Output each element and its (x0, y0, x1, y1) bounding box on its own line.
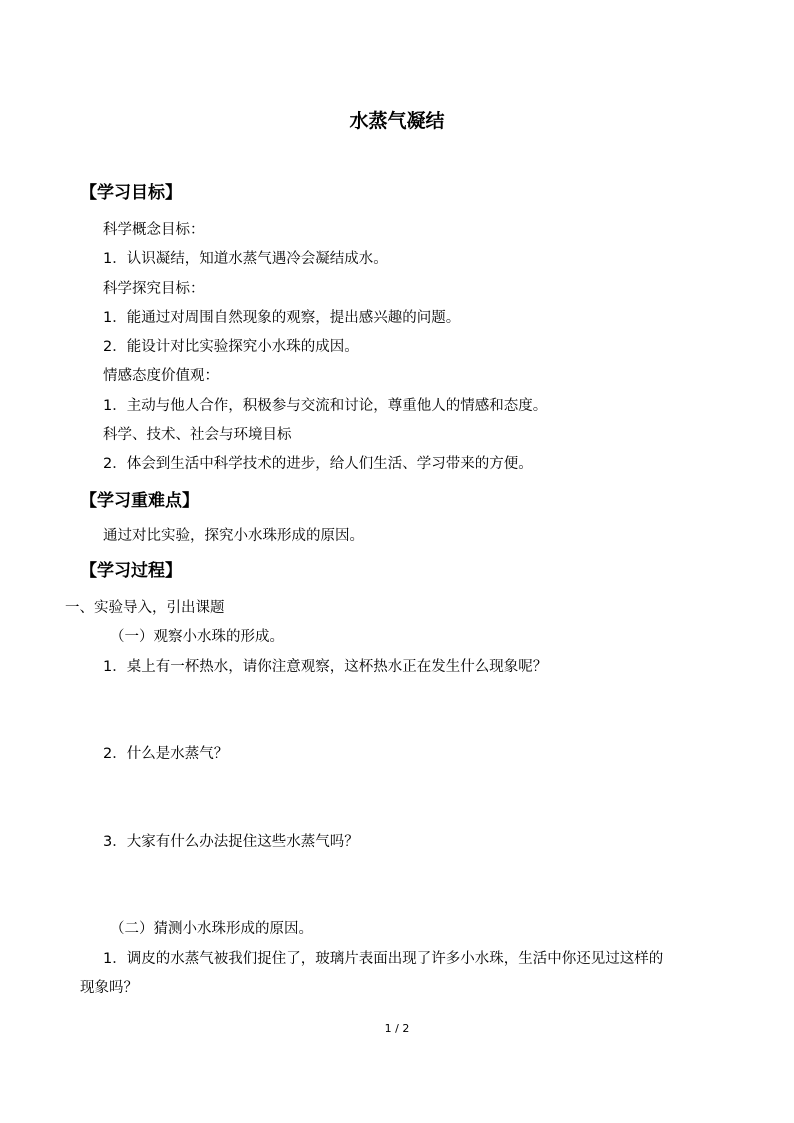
question-1: 1．桌上有一杯热水，请你注意观察，这杯热水正在发生什么现象呢？ (103, 659, 548, 675)
document-title: 水蒸气凝结 (349, 110, 445, 132)
question-4-line1: 1．调皮的水蒸气被我们捉住了，玻璃片表面出现了许多小水珠，生活中你还见过这样的 (103, 951, 664, 967)
key-points-heading: 【学习重难点】 (80, 491, 199, 511)
goal-line: 2．体会到生活中科学技术的进步，给人们生活、学习带来的方便。 (103, 456, 533, 472)
goal-line: 1．能通过对周围自然现象的观察，提出感兴趣的问题。 (103, 310, 461, 326)
question-4-line2: 现象吗？ (80, 980, 138, 996)
question-3: 3．大家有什么办法捉住这些水蒸气吗？ (103, 834, 359, 850)
page-number: 1 / 2 (384, 1022, 410, 1035)
goal-line: 1．认识凝结，知道水蒸气遇冷会凝结成水。 (103, 251, 388, 267)
learning-process-heading: 【学习过程】 (80, 561, 182, 581)
key-points-text: 通过对比实验，探究小水珠形成的原因。 (103, 528, 364, 544)
goal-line: 情感态度价值观： (103, 368, 219, 384)
goal-line: 1．主动与他人合作，积极参与交流和讨论，尊重他人的情感和态度。 (103, 398, 548, 414)
part1-title: 一、实验导入，引出课题 (65, 600, 225, 616)
sub2-title: （二）猜测小水珠形成的原因。 (110, 921, 313, 937)
question-2: 2．什么是水蒸气？ (103, 746, 229, 762)
goal-line: 科学探究目标： (103, 281, 205, 297)
goal-line: 2．能设计对比实验探究小水珠的成因。 (103, 339, 359, 355)
goal-line: 科学、技术、社会与环境目标 (103, 427, 292, 443)
sub1-title: （一）观察小水珠的形成。 (110, 629, 284, 645)
learning-goals-heading: 【学习目标】 (80, 183, 182, 203)
goal-line: 科学概念目标： (103, 222, 205, 238)
